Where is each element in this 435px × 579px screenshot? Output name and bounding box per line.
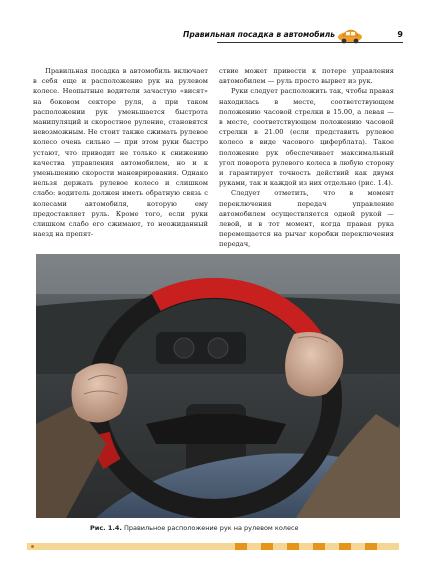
footer-dot — [31, 545, 34, 548]
right-text-column — [219, 66, 394, 250]
paragraph: Руки следует расположить так, чтобы правая находилась в месте, соответствующем положению часовой стрелки в 15.00, а левая — в месте, соответствующем положению часовой стрелки в 21.00 (если представить рулевое колесо в виде часового циферблата). Такое положение рук обеспечивает максимальный угол поворота рулевого колеса в любую сторону и гарантирует точность действий как двумя руками, так и каждой из них отдельно (рис. 1.4). — [219, 87, 394, 188]
footer-stripe — [27, 543, 399, 550]
footer-square — [313, 543, 325, 550]
paragraph: Правильная посадка в автомобиль включает в себя еще и расположение рук на рулевом колесе. Неопытные водители зачастую «висят» на боковом секторе руля, а при таком расположении рук уменьшается быстрота манипуляций и скоростное руление, становятся невозможным. Не стоит также сжимать рулевое колесо очень сильно — при этом руки быстро устают, что приводит не только к снижению качества управления автомобилем, но и к уменьшению скорости маневрирования. Однако нельзя держать рулевое колесо и слишком слабо: водитель должен иметь обратную связь с колесами автомобиля, которую ему предоставляет руль. Кроме того, если руки слишком слабо его сжимают, то неожиданный наезд на препят- — [33, 67, 208, 239]
footer-square — [287, 543, 299, 550]
left-text-column — [33, 66, 208, 239]
footer-square — [235, 543, 247, 550]
header-rule — [217, 42, 403, 43]
page-number: 9 — [397, 30, 403, 39]
running-header — [183, 28, 403, 48]
footer-square — [339, 543, 351, 550]
paragraph: ствие может привести к потере управления автомобилем — руль просто вырвет из рук. — [219, 67, 394, 86]
steering-wheel-photo — [36, 254, 400, 518]
footer-square — [365, 543, 377, 550]
caption-text: Правильное расположение рук на рулевом колесе — [123, 524, 299, 532]
car-icon — [337, 28, 363, 44]
caption-label: Рис. 1.4. — [90, 524, 122, 532]
footer-square — [261, 543, 273, 550]
header-title: Правильная посадка в автомобиль — [183, 30, 335, 39]
paragraph: Следует отметить, что в момент переключения передач управление автомобилем осуществляется одной рукой — левой, и в тот момент, когда правая рука перемещается на рычаг коробки переключения передач, — [219, 189, 394, 249]
steering-wheel-illustration — [36, 254, 400, 518]
figure-caption — [90, 524, 299, 532]
